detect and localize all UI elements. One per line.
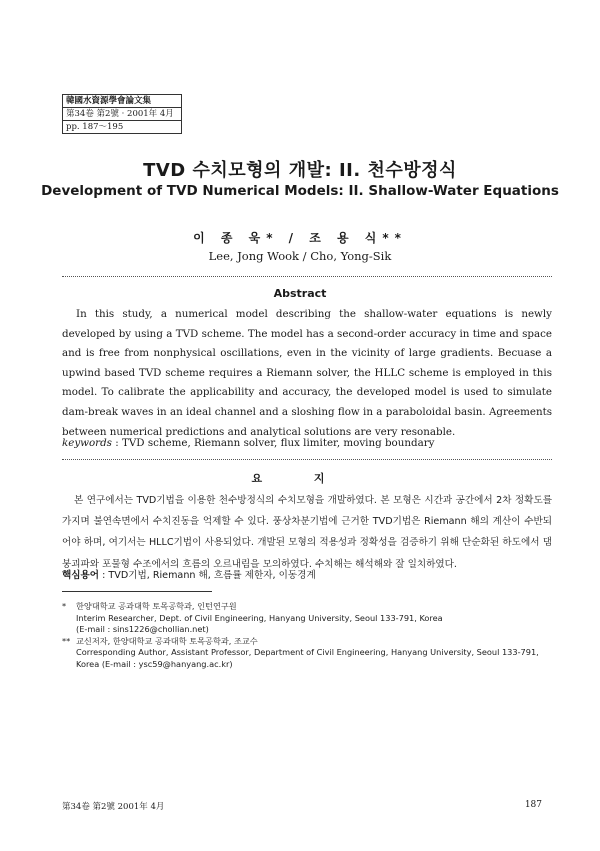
journal-pages: pp. 187～195 xyxy=(63,120,181,133)
yoji-keywords-list: : TVD기법, Riemann 해, 흐름률 제한자, 이동경계 xyxy=(99,570,316,581)
footnote-1 xyxy=(62,601,552,636)
footnote-mark: ** xyxy=(62,635,71,646)
footer-journal-info: 第34卷 第2號 2001年 4月 xyxy=(62,802,165,812)
authors-korean: 이 종 욱* / 조 용 식** xyxy=(193,231,407,245)
yoji-text: 본 연구에서는 TVD기법을 이용한 천수방정식의 수치모형을 개발하였다. 본 모형은 시간과 공간에서 2차 정확도를 가지며 불연속면에서 수치진동을 억제할 수 있다. 풍상차분기법에 근거한 TVD기법은 Riemann 해의 계산이 수반되어야 하며, 여기서는 HLLC기법이 사용되었다. 개발된 모형의 적용성과 정확성을 검증하기 위해 단순화된 하도에서 댐 붕괴파와 포물형 수조에서의 흐름의 오르내림을 모의하였다. 수치해는 해석해와 잘 일치하였다. xyxy=(62,495,552,570)
footnote-line: Interim Researcher, Dept. of Civil Engineering, Hanyang University, Seoul 133-791, Korea xyxy=(76,612,443,623)
footnotes xyxy=(62,601,552,670)
journal-info-box xyxy=(62,94,182,134)
footnote-line: Korea (E-mail : ysc59@hanyang.ac.kr) xyxy=(76,658,233,669)
footnote-line: Corresponding Author, Assistant Professor, Department of Civil Engineering, Hanyang University, Seoul 133-791, xyxy=(76,647,539,657)
yoji-keywords-label: 핵심용어 xyxy=(62,570,100,581)
keywords-list: : TVD scheme, Riemann solver, flux limiter, moving boundary xyxy=(111,437,435,449)
journal-name: 韓國水資源學會論文集 xyxy=(66,96,152,106)
authors-english: Lee, Jong Wook / Cho, Yong-Sik xyxy=(208,249,392,263)
abstract-heading: Abstract xyxy=(273,287,327,300)
yoji-keywords xyxy=(62,568,552,584)
footnote-line: (E-mail : sins1226@chollian.net) xyxy=(76,624,209,634)
separator-middle xyxy=(62,459,552,460)
keywords-label: keywords xyxy=(62,437,112,449)
page-number: 187 xyxy=(524,800,542,810)
title-english: Development of TVD Numerical Models: II. Shallow-Water Equations xyxy=(41,183,559,199)
footnote-line: 한양대학교 공과대학 토목공학과, 인턴연구원 xyxy=(76,601,237,611)
footnote-2 xyxy=(62,636,552,671)
abstract-keywords xyxy=(62,435,552,451)
separator-top xyxy=(62,276,552,277)
title-korean: TVD 수치모형의 개발: II. 천수방정식 xyxy=(143,160,457,181)
journal-volume-issue: 第34卷 第2號 · 2001年 4月 xyxy=(63,107,181,120)
footnote-rule xyxy=(62,591,212,592)
footnote-mark: * xyxy=(62,601,67,611)
yoji-heading: 요 지 xyxy=(251,472,349,485)
footnote-line: 교신저자, 한양대학교 공과대학 토목공학과, 조교수 xyxy=(76,635,258,646)
abstract-text: In this study, a numerical model describing the shallow-water equations is newly developed by using a TVD scheme. The model has a second-order accuracy in time and space and is free from nonphysical oscillations, even in the vicinity of large gradients. Becuase a upwind based TVD scheme requires a Riemann solver, the HLLC scheme is employed in this model. To calibrate the applicability and accuracy, the developed model is used to simulate dam-break waves in an ideal channel and a sloshing flow in a paraboloidal basin. Agreements between numerical predictions and analytical solutions are very resonable. xyxy=(62,308,552,438)
